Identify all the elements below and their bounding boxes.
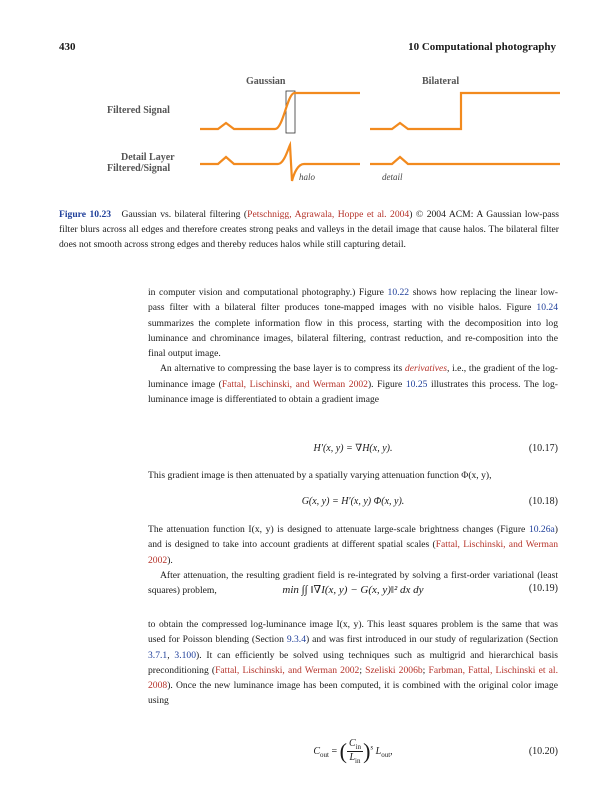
equation-10-19: min ∫∫ ‖∇I(x, y) − G(x, y)‖² dx dy (10.19) [282, 583, 558, 596]
caption-citation[interactable]: Petschnigg, Agrawala, Hoppe et al. 2004 [247, 209, 410, 220]
figure-number: Figure 10.23 [59, 209, 112, 220]
gaussian-detail-curve [200, 145, 360, 181]
citation-link[interactable]: Fattal, Lischinski, and Werman 2002 [148, 539, 559, 566]
fraction: $\frac{C_{in}}{L_{in}}$ [348, 738, 362, 765]
citation-link[interactable]: Fattal, Lischinski, and Werman 2002 [215, 664, 360, 676]
body-text-block-3 [148, 617, 558, 709]
body-text-block-1 [148, 285, 558, 407]
detail-layer-label: Detail Layer [121, 152, 175, 163]
equation-10-20: $C_{out}$ = ( $\frac{C_{in}}{L_{in}}$ )$^s$ $L_{out}$, (10.20) [148, 736, 558, 770]
paragraph: in computer vision and computational photography.) Figure 10.22 shows how replacing the linear low-pass filter with a bilateral filter produces tone-mapped images with no visible halos. Figure 10.24 summarizes the complete information flow in this process, starting with the decomposition into log luminance and chrominance images, bilateral filtering, contrast reduction, and re-composition into the final output image. [148, 287, 558, 360]
gaussian-filtered-curve [200, 93, 360, 129]
paragraph: The attenuation function I(x, y) is designed to attenuate large-scale brightness changes (Figure 10.26a) and is designed to take into account gradients at different spatial scales (Fattal, Lischinski, and Werman 2002). [148, 524, 559, 566]
paragraph: An alternative to compressing the base layer is to compress its derivatives, i.e., the gradient of the log-luminance image (Fattal, Lischinski, and Werman 2002). Figure 10.25 illustrates this process. The log-luminance image is differentiated to obtain a gradient image [148, 363, 558, 406]
filtered-signal-ratio-label: Filtered/Signal [107, 163, 171, 174]
citation-link[interactable]: Fattal, Lischinski, and Werman 2002 [221, 378, 368, 390]
figure-link[interactable]: 10.25 [405, 378, 428, 390]
equation-10-18: G(x, y) = H′(x, y) Φ(x, y). (10.18) [301, 496, 558, 507]
figure-link[interactable]: 10.22 [387, 287, 410, 298]
citation-link[interactable]: Farbman, Fattal, Lischinski et al. 2008 [148, 664, 558, 692]
paragraph: to obtain the compressed log-luminance image I(x, y). This least squares problem is the same that was used for Poisson blending (Section 9.3.4) and was first introduced in our study of regularization (Section 3.7.1, 3.100). It can efficiently be solved using techniques such as multigrid and hierarchical basis preconditioning (Fattal, Lischinski, and Werman 2002; Szeliski 2006b; Farbman, Fattal, Lischinski et al. 2008). Once the new luminance image has been computed, it is combined with the original color image using [148, 619, 559, 707]
citation-link[interactable]: Szeliski 2006b [365, 664, 423, 676]
equation-link[interactable]: 3.100 [174, 649, 196, 661]
emphasis-derivatives: derivatives [404, 363, 447, 375]
figure-link[interactable]: 10.26a [528, 524, 555, 535]
equation-body: $C_{out}$ = ( $\frac{C_{in}}{L_{in}}$ )$^s$ $L_{out}$, [313, 738, 393, 765]
bilateral-column-label: Bilateral [422, 76, 460, 87]
equation-10-17: H′(x, y) = ∇H(x, y). (10.17) [313, 443, 558, 454]
running-header: 10 Computational photography [408, 41, 556, 53]
figure-link[interactable]: 10.24 [536, 302, 558, 314]
figure-caption: Figure 10.23 Gaussian vs. bilateral filtering (Petschnigg, Agrawala, Hoppe et al. 2004) © 2004 ACM: A Gaussian low-pass filter blurs across all edges and therefore creates strong peaks and valleys in the detail image that cause halos. The bilateral filter does not smooth across strong edges and thereby reduces halos while still capturing detail. [59, 209, 559, 251]
bilateral-filtered-curve [370, 93, 560, 129]
page-number: 430 [59, 41, 76, 53]
gaussian-column-label: Gaussian [246, 76, 286, 87]
filter-comparison-plot [190, 85, 570, 195]
halo-annotation: halo [299, 172, 316, 182]
filtered-signal-label: Filtered Signal [107, 105, 170, 116]
detail-annotation: detail [382, 172, 403, 182]
section-link[interactable]: 9.3.4 [286, 634, 306, 646]
paragraph: After attenuation, the resulting gradient field is re-integrated by solving a first-order variational (least squares) problem, [148, 569, 558, 597]
paragraph: This gradient image is then attenuated by a spatially varying attenuation function Φ(x, y), [148, 470, 492, 481]
section-link[interactable]: 3.7.1 [148, 649, 168, 661]
bilateral-detail-curve [370, 157, 560, 164]
